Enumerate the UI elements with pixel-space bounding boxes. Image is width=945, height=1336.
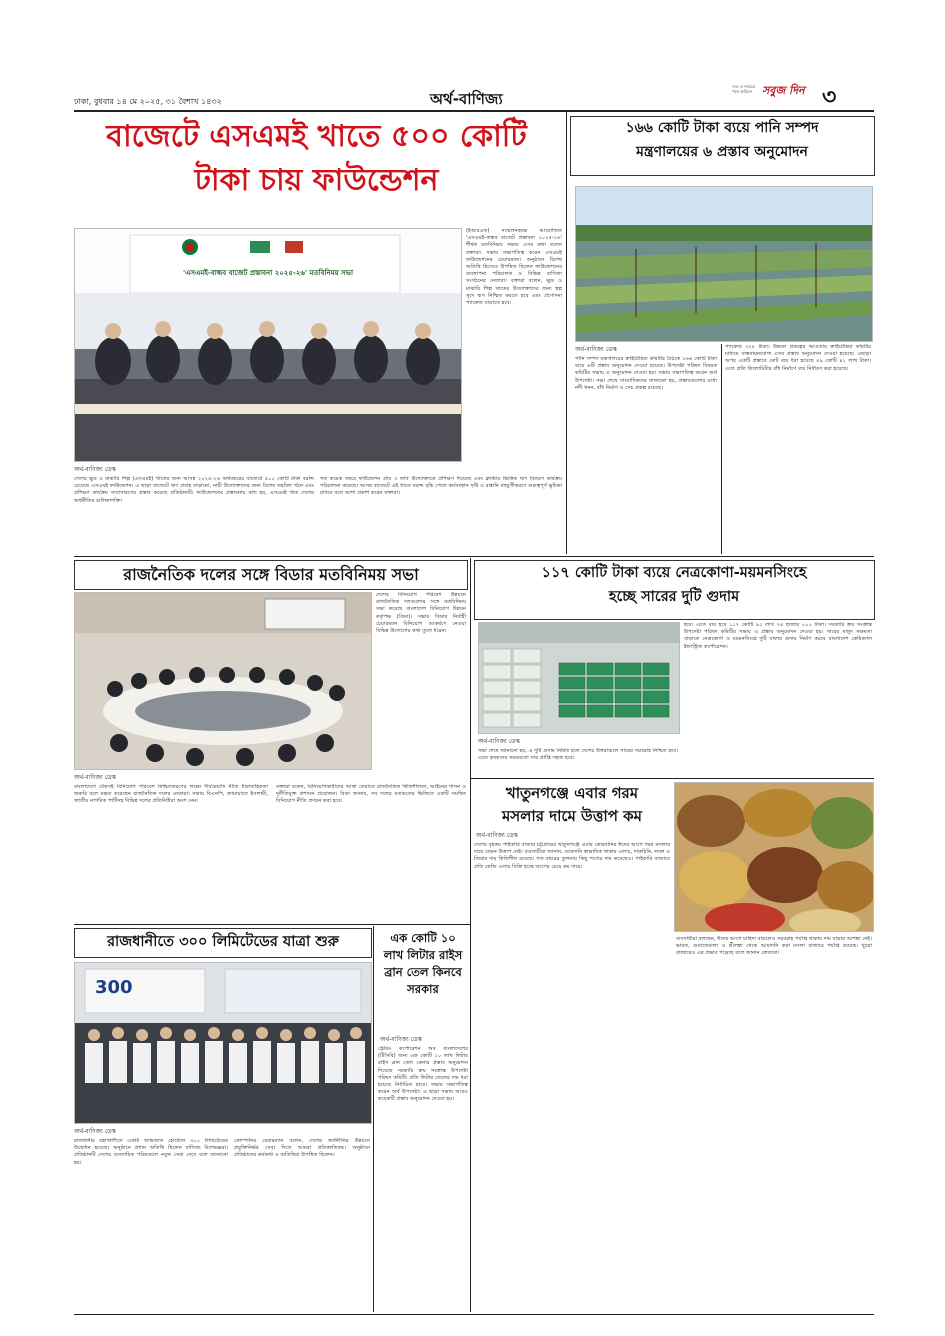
lead-body-bottom-right: গত কয়েক বছরে ফাউন্ডেশন প্রায় ৩ লাখ উদ্যোক্তাকে প্রশিক্ষণ দিয়েছে এবং ক্লাস্টার ভিত্তিক ঋণ বিতরণ কার্যক্রম পরিচালনা করেছে। আসন্ন বাজেটে এই খাতে বরাদ্দ বৃদ্ধি পেলে কর্মসংস্থান সৃষ্টি ও রপ্তানি বহুমুখীকরণে গুরুত্বপূর্ণ ভূমিকা রাখবে বলে আশা প্রকাশ করেন বক্তারা। bbox=[320, 476, 562, 497]
lead-body-right: (ইআরএফ) সম্মেলনকক্ষে আয়োজিত 'এসএমই-বান্ধব বাজেট প্রস্তাবনা ২০২৫-২৬' শীর্ষক মতবিনিময় সভায় এসব কথা বলেন বক্তারা। সভায় সভাপতিত্ব করেন এসএমই ফাউন্ডেশনের চেয়ারম্যান। অনুষ্ঠানে বিশেষ অতিথি হিসেবে উপস্থিত ছিলেন ফাউন্ডেশনের ব্যবস্থাপনা পরিচালক ও বিভিন্ন বাণিজ্য সংগঠনের নেতারা। বক্তারা বলেন, ক্ষুদ্র ও মাঝারি শিল্প খাতের উদ্যোক্তাদের জন্য স্বল্প সুদে ঋণ নিশ্চিত করতে হবে এবং প্রণোদনা প্যাকেজ বাড়াতে হবে। bbox=[466, 228, 562, 307]
bida-body-bottom-right: বক্তারা বলেন, বিনিয়োগকারীদের আস্থা ফেরাতে রাজনৈতিক স্থিতিশীলতা, আইনের শাসন ও দুর্নীতিমুক্ত প্রশাসন প্রয়োজন। বিডা জানায়, সব দলের মতামতের ভিত্তিতে একটি সমন্বিত বিনিয়োগ নীতি প্রণয়ন করা হবে। bbox=[276, 784, 466, 805]
bida-body-bottom-left: বাংলাদেশে টেকসই বিনিয়োগ পরিবেশ নিশ্চিতকরণের লক্ষ্যে দীর্ঘমেয়াদি নীতি ধারাবাহিকতা জরুরি বলে মন্তব্য করেছেন রাজনৈতিক দলের নেতারা। সভায় বিএনপি, জামায়াতে ইসলামী, জাতীয় নাগরিক পার্টিসহ বিভিন্ন দলের প্রতিনিধিরা অংশ নেন। bbox=[74, 784, 268, 805]
spice-headline-line1: খাতুনগঞ্জে এবার গরম bbox=[505, 784, 639, 802]
ltd300-body-right: কোম্পানির চেয়ারম্যান বলেন, দেশের অর্থনীতির উন্নয়নে প্রযুক্তিনির্ভর সেবা দিতে আমরা প্রতিশ্রুতিবদ্ধ। অনুষ্ঠানে প্রতিষ্ঠানের কর্মকর্তা ও অতিথিরা উপস্থিত ছিলেন। bbox=[234, 1138, 370, 1159]
lead-headline-line2: টাকা চায় ফাউন্ডেশন bbox=[194, 162, 439, 198]
section-divider-1 bbox=[74, 556, 874, 557]
bida-caption: অর্থ-বাণিজ্য ডেস্ক bbox=[74, 774, 116, 781]
lead-body-bottom-left: দেশের ক্ষুদ্র ও মাঝারি শিল্প (এসএমই) খাতের জন্য আসন্ন ২০২৫-২৬ অর্থবছরের বাজেটে ৫০০ কোটি টাকা বরাদ্দ চেয়েছে এসএমই ফাউন্ডেশন। এ ছাড়া বাজেটে ঋণ প্রবাহ বাড়ানো, নারী উদ্যোক্তাদের জন্য বিশেষ তহবিল গঠন এবং প্রশিক্ষণ কার্যক্রম সম্প্রসারণের প্রস্তাব করেছে প্রতিষ্ঠানটি। ফাউন্ডেশনের প্রস্তাবনায় বলা হয়, এসএমই খাত দেশের অর্থনীতির চালিকাশক্তি। bbox=[74, 476, 314, 504]
warehouse-photo-scene bbox=[479, 623, 679, 733]
water-caption: অর্থ-বাণিজ্য ডেস্ক bbox=[575, 346, 617, 353]
footer-rule bbox=[74, 1314, 874, 1315]
bida-headline: রাজনৈতিক দলের সঙ্গে বিডার মতবিনিময় সভা bbox=[123, 565, 419, 584]
dateline: ঢাকা, বুধবার ১৪ মে ২০২৫, ৩১ বৈশাখ ১৪৩২ bbox=[74, 97, 222, 106]
section-divider-2 bbox=[470, 778, 874, 779]
section-title: অর্থ-বাণিজ্য bbox=[430, 90, 503, 108]
water-body-left: পানি সম্পদ মন্ত্রণালয়ের ক্রাইটেরিয়া কমিটির বৈঠকে ১৬৬ কোটি টাকা ব্যয়ে ৬টি প্রস্তাব অনুমোদন দেওয়া হয়েছে। উপদেষ্টা পরিষদ বিষয়ক কমিটির সভায় এ অনুমোদন দেওয়া হয়। সভায় সভাপতিত্ব করেন অর্থ উপদেষ্টা। সভা শেষে সাংবাদিকদের জানানো হয়, প্রস্তাবগুলোর মধ্যে নদী খনন, বাঁধ নির্মাণ ও সেচ প্রকল্প রয়েছে। bbox=[575, 356, 717, 391]
oil-body: ট্রেডিং কর্পোরেশন অব বাংলাদেশের (টিসিবি) জন্য এক কোটি ১০ লাখ লিটার রাইস ব্রান তেল কেনার প্রস্তাব অনুমোদন দিয়েছে সরকারি ক্রয় সংক্রান্ত উপদেষ্টা পরিষদ কমিটি। প্রতি লিটার তেলের দাম ধরা হয়েছে নির্ধারিত হারে। সভায় সভাপতিত্ব করেন অর্থ উপদেষ্টা। এ ছাড়া সভায় আরও কয়েকটি প্রস্তাব অনুমোদন দেওয়া হয়। bbox=[378, 1046, 468, 1103]
header-rule bbox=[74, 110, 874, 112]
water-photo-scene bbox=[576, 187, 872, 341]
spice-headline bbox=[474, 784, 670, 826]
ltd300-caption: অর্থ-বাণিজ্য ডেস্ক bbox=[74, 1128, 116, 1135]
warehouse-caption: অর্থ-বাণিজ্য ডেস্ক bbox=[478, 738, 520, 745]
bida-photo-scene bbox=[75, 593, 371, 769]
spice-photo-scene bbox=[675, 783, 873, 931]
ltd300-body-left: রাজধানীর মহাখালীতে একটি অভিজাত হোটেলে ৩০০ লিমিটেডের উদ্বোধন হয়েছে। অনুষ্ঠানে প্রধান অতিথি ছিলেন বাণিজ্য বিশেষজ্ঞরা। প্রতিষ্ঠানটি দেশের ব্যবসায়িক পরিমণ্ডলে নতুন সেবা দেবে বলে জানানো হয়। bbox=[74, 1138, 228, 1166]
ltd300-photo bbox=[74, 962, 372, 1124]
water-headline-line1: ১৬৬ কোটি টাকা ব্যয়ে পানি সম্পদ bbox=[625, 120, 819, 136]
spice-headline-line2: মসলার দামে উত্তাপ কম bbox=[501, 806, 643, 825]
water-body-right: প্যাকেজ ৩২৮ টাকা। উন্নয়ন প্রকল্পের আওতায় ক্রাইটেরিয়া কমিটির মাধ্যমে বাস্তবায়নযোগ্য এসব প্রস্তাব অনুমোদন দেওয়া হয়েছে। এছাড়া অপর একটি প্রস্তাবে মোট ব্যয় ধরা হয়েছে ৪৯ কোটি ৪১ লাখ টাকা। এতে প্রতি কিলোমিটার বাঁধ নির্মাণে ব্যয় নির্ধারণ করা হয়েছে। bbox=[725, 344, 871, 372]
water-photo bbox=[575, 186, 873, 342]
ltd300-photo-logo: 300 bbox=[95, 977, 133, 998]
spice-body-right: ব্যবসায়ীরা বলছেন, ঈদের আগে চাহিদা বাড়লেও সরবরাহ পর্যাপ্ত থাকায় দাম বাড়ার আশঙ্কা নেই। ভারত, গুয়াতেমালা ও শ্রীলঙ্কা থেকে আমদানি করা মসলা বাজারে পর্যাপ্ত রয়েছে। খুচরা বাজারেও এর প্রভাব পড়েছে বলে জানান ক্রেতারা। bbox=[676, 936, 872, 957]
warehouse-headline bbox=[476, 564, 872, 606]
warehouse-photo bbox=[478, 622, 680, 734]
spice-photo bbox=[674, 782, 874, 932]
spice-left-divider bbox=[470, 778, 471, 1312]
bida-body-right: দেশের বিনিয়োগ পরিবেশ উন্নয়নে রাজনৈতিক দলগুলোর সঙ্গে মতবিনিময় সভা করেছে বাংলাদেশ বিনিয়োগ উন্নয়ন কর্তৃপক্ষ (বিডা)। সভায় বিডার নির্বাহী চেয়ারম্যান বিনিয়োগ আকর্ষণে নেওয়া বিভিন্ন উদ্যোগের কথা তুলে ধরেন। bbox=[376, 592, 466, 635]
page-number: ৩ bbox=[822, 85, 837, 110]
brand-name: সবুজ দিন bbox=[762, 84, 805, 97]
lead-divider bbox=[566, 112, 567, 554]
ltd300-headline: রাজধানীতে ৩০০ লিমিটেডের যাত্রা শুরু bbox=[107, 934, 339, 950]
lead-caption: অর্থ-বাণিজ্য ডেস্ক bbox=[74, 466, 116, 473]
oil-headline: এক কোটি ১০ লাখ লিটার রাইস ব্রান তেল কিনবে সরকার bbox=[383, 931, 463, 996]
warehouse-body-right: হবে। এতে ব্যয় হবে ১১৭ কোটি ৯২ লাখ ৭৪ হাজার ০০০ টাকা। সরকারি ক্রয় সংক্রান্ত উপদেষ্টা পরিষদ কমিটির সভায় এ প্রস্তাব অনুমোদন দেওয়া হয়। সারের মজুদ সক্ষমতা বাড়াতে নেত্রকোণা ও ময়মনসিংহে দুটি বাফার গুদাম নির্মাণ করবে বাংলাদেশ কেমিক্যাল ইন্ডাস্ট্রিজ কর্পোরেশন। bbox=[684, 622, 872, 650]
lead-headline bbox=[74, 118, 559, 199]
lead-photo-banner: 'এসএমই-বান্ধব বাজেট প্রস্তাবনা ২০২৫-২৬' মতবিনিময় সভা bbox=[182, 269, 354, 277]
oil-caption: অর্থ-বাণিজ্য ডেস্ক bbox=[380, 1036, 422, 1043]
warehouse-headline-line1: ১১৭ কোটি টাকা ব্যয়ে নেত্রকোণা-ময়মনসিংহে bbox=[541, 565, 807, 581]
spice-caption: অর্থ-বাণিজ্য ডেস্ক bbox=[476, 832, 518, 839]
lead-headline-line1: বাজেটে এসএমই খাতে ৫০০ কোটি bbox=[106, 119, 527, 154]
warehouse-headline-line2: হচ্ছে সারের দুটি গুদাম bbox=[608, 589, 740, 606]
bida-right-divider bbox=[470, 558, 471, 778]
water-inner-divider bbox=[721, 344, 722, 554]
warehouse-body-bottom: সভা শেষে জানানো হয়, এ দুটি গুদাম নির্মিত হলে দেশের উত্তরাঞ্চলে সারের সরবরাহ নিশ্চিত হবে। এতে কৃষকদের সময়মতো সার প্রাপ্তি সহজ হবে। bbox=[478, 748, 678, 762]
lead-photo-scene bbox=[75, 229, 461, 461]
water-headline-line2: মন্ত্রণালয়ের ৬ প্রস্তাব অনুমোদন bbox=[636, 143, 808, 160]
masthead-logo bbox=[732, 80, 814, 106]
section-divider-3 bbox=[74, 924, 470, 925]
lead-photo bbox=[74, 228, 462, 462]
ltd300-right-divider bbox=[373, 926, 374, 1312]
bida-photo bbox=[74, 592, 372, 770]
spice-body-left: দেশের বৃহত্তম পাইকারি বাজার চট্টগ্রামের খাতুনগঞ্জে এবার কোরবানির ঈদের আগে গরম মসলার দামে তেমন উত্তাপ নেই। ব্যবসায়ীরা জানান, আমদানি স্বাভাবিক থাকায় এলাচ, দারুচিনি, লবঙ্গ ও জিরার দাম স্থিতিশীল রয়েছে। গত বছরের তুলনায় কিছু পণ্যের দাম কমেছেও। পাইকারি বাজারে প্রতি কেজি এলাচ বিক্রি হচ্ছে আগের চেয়ে কম দামে। bbox=[474, 842, 670, 870]
brand-tagline: সত্য ও ন্যায়ের পথে অবিচল bbox=[732, 84, 756, 94]
water-headline bbox=[572, 120, 872, 161]
